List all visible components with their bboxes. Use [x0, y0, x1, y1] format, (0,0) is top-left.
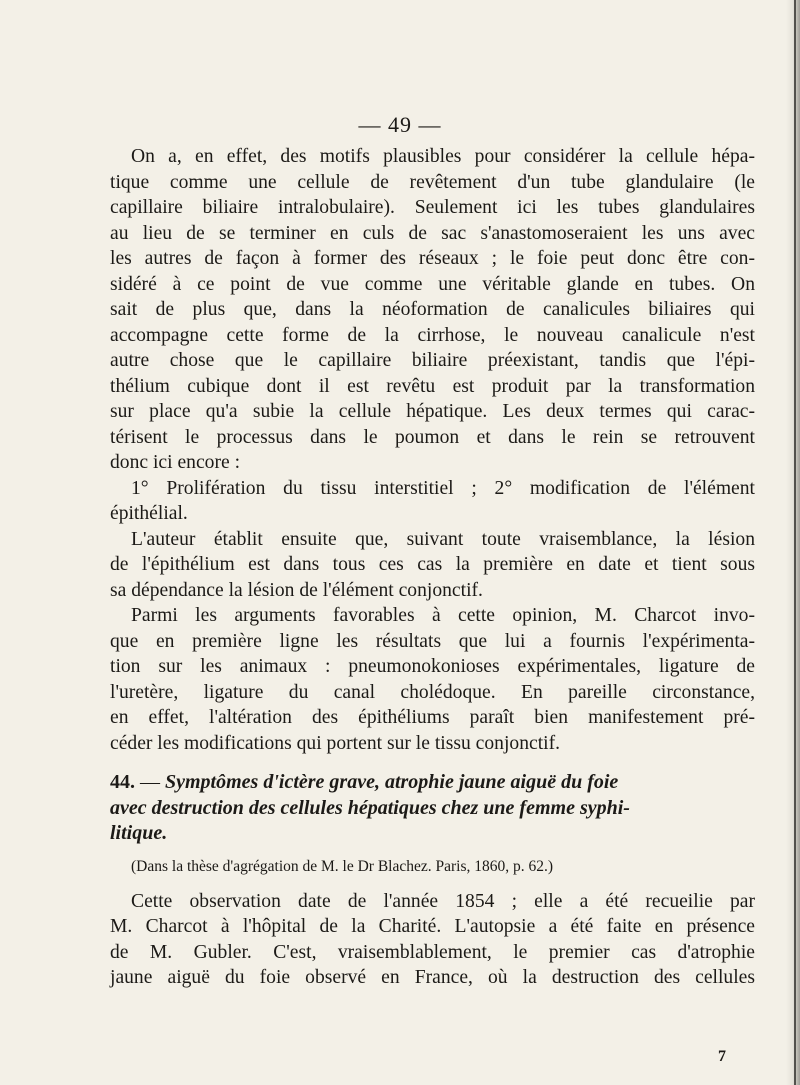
case-heading	[110, 770, 755, 796]
text-line: l'uretère, ligature du canal cholédoque. En pareille circonstance,	[110, 681, 755, 703]
text-line: donc ici encore :	[110, 452, 241, 473]
text-line: sur place qu'a subie la cellule hépatique. Les deux termes qui carac-	[110, 401, 755, 422]
text-line: autre chose que le capillaire biliaire préexistant, tandis que l'épi-	[110, 350, 755, 371]
text-line: térisent le processus dans le poumon et dans le rein se retrouvent	[110, 426, 755, 448]
section-gap	[110, 756, 755, 770]
signature-mark: 7	[718, 1048, 726, 1065]
text-line: L'auteur établit ensuite que, suivant toute vraisemblance, la lésion	[131, 528, 755, 550]
text-line: que en première ligne les résultats que lui a fournis l'expérimenta-	[110, 630, 755, 652]
text-line: sait de plus que, dans la néoformation de canalicules biliaires qui	[110, 299, 755, 320]
text-line: thélium cubique dont il est revêtu est produit par la transformation	[110, 375, 755, 397]
text-line: les autres de façon à former des réseaux ; le foie peut donc être con-	[110, 248, 755, 269]
text-line: tique comme une cellule de revêtement d'un tube glandulaire (le	[110, 171, 755, 193]
body-text	[110, 144, 755, 991]
text-line: céder les modifications qui portent sur le tissu conjonctif.	[110, 732, 561, 754]
text-line: en effet, l'altération des épithéliums paraît bien manifestement pré-	[110, 707, 755, 728]
text-line: de l'épithélium est dans tous ces cas la première en date et tient sous	[110, 554, 755, 575]
case-title: avec destruction des cellules hépatiques chez une femme syphi-	[110, 796, 630, 819]
case-dash: —	[140, 771, 160, 793]
text-line: de M. Gubler. C'est, vraisemblablement, le premier cas d'atrophie	[110, 941, 755, 963]
text-line: jaune aiguë du foie observé en France, où la destruction des cellules	[110, 967, 755, 988]
text-line: 1° Prolifération du tissu interstitiel ; 2° modification de l'élément	[131, 477, 755, 499]
text-line: accompagne cette forme de la cirrhose, le nouveau canalicule n'est	[110, 324, 755, 346]
text-line: tion sur les animaux : pneumonokonioses expérimentales, ligature de	[110, 656, 755, 677]
text-line: capillaire biliaire intralobulaire). Seulement ici les tubes glandulaires	[110, 197, 755, 218]
text-line: sa dépendance la lésion de l'élément conjonctif.	[110, 579, 483, 601]
page-edge-line	[794, 0, 796, 1085]
page-number: — 49 —	[358, 112, 442, 137]
text-line: Cette observation date de l'année 1854 ; elle a été recueilie par	[131, 890, 755, 912]
text-line: Parmi les arguments favorables à cette opinion, M. Charcot invo-	[131, 605, 755, 626]
case-number: 44.	[110, 771, 135, 793]
case-heading	[110, 796, 755, 822]
case-source: (Dans la thèse d'agrégation de M. le Dr Blachez. Paris, 1860, p. 62.)	[131, 857, 554, 875]
text-line: sidéré à ce point de vue comme une véritable glande en tubes. On	[110, 273, 755, 295]
text-line: épithélial.	[110, 503, 188, 524]
case-title: Symptômes d'ictère grave, atrophie jaune aiguë du foie	[165, 771, 619, 793]
text-line: M. Charcot à l'hôpital de la Charité. L'autopsie a été faite en présence	[110, 916, 755, 937]
text-line: au lieu de se terminer en culs de sac s'anastomoseraient les uns avec	[110, 222, 755, 244]
page-edge-shadow	[786, 0, 800, 1085]
text-line: On a, en effet, des motifs plausibles pour considérer la cellule hépa-	[131, 146, 755, 167]
spacer	[110, 879, 755, 889]
case-title: litique.	[110, 822, 168, 844]
spacer	[110, 847, 755, 855]
case-heading	[110, 821, 755, 847]
